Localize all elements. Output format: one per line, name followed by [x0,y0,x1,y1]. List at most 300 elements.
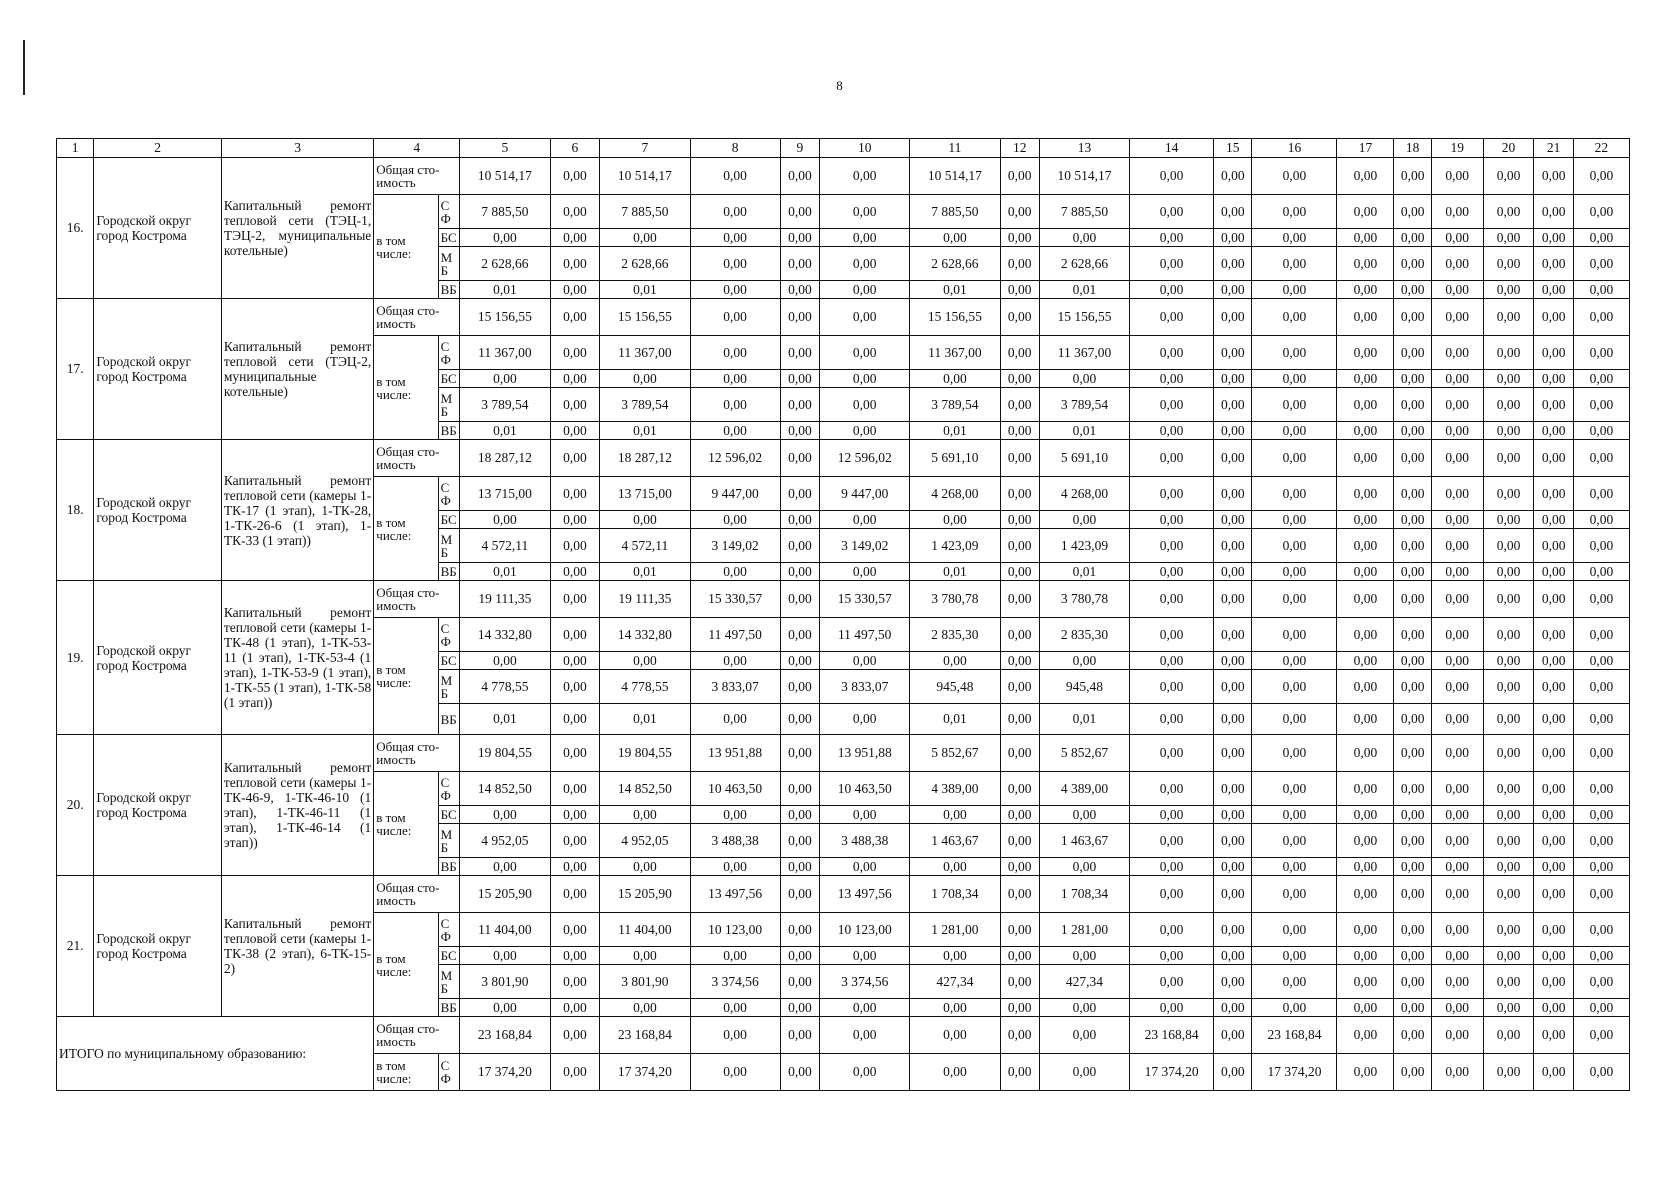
value-cell: 0,00 [1214,440,1252,477]
value-cell: 0,00 [1573,1017,1629,1054]
value-cell: 0,00 [1214,1054,1252,1091]
including-label: в том числе: [374,618,438,735]
value-cell: 0,00 [1394,652,1431,670]
value-cell: 0,00 [1534,1054,1573,1091]
value-cell: 0,00 [820,511,910,529]
value-cell: 0,00 [1573,652,1629,670]
value-cell: 0,00 [1130,529,1214,563]
value-cell: 0,00 [1431,824,1483,858]
value-cell: 0,00 [780,1017,819,1054]
value-cell: 3 374,56 [820,965,910,999]
value-cell: 0,00 [1130,336,1214,370]
value-cell: 0,00 [1394,511,1431,529]
column-header: 14 [1130,139,1214,158]
value-cell: 0,00 [1394,336,1431,370]
value-cell: 0,00 [1573,511,1629,529]
value-cell: 11 367,00 [600,336,690,370]
value-cell: 0,00 [1431,735,1483,772]
value-cell: 0,00 [1214,618,1252,652]
funding-code: М Б [438,247,460,281]
value-cell: 0,00 [780,876,819,913]
value-cell: 0,00 [1214,247,1252,281]
value-cell: 0,00 [1431,195,1483,229]
value-cell: 0,00 [1394,388,1431,422]
value-cell: 23 168,84 [1130,1017,1214,1054]
value-cell: 0,00 [1483,158,1534,195]
value-cell: 0,00 [780,388,819,422]
value-cell: 0,00 [1337,806,1394,824]
value-cell: 12 596,02 [820,440,910,477]
value-cell: 0,00 [550,806,600,824]
value-cell: 11 497,50 [820,618,910,652]
value-cell: 0,00 [1534,772,1573,806]
value-cell: 0,00 [1337,824,1394,858]
value-cell: 15 205,90 [460,876,550,913]
value-cell: 0,00 [1252,477,1337,511]
value-cell: 3 149,02 [690,529,780,563]
value-cell: 0,00 [1573,965,1629,999]
value-cell: 0,00 [1573,281,1629,299]
value-cell: 0,00 [1130,876,1214,913]
value-cell: 0,00 [780,247,819,281]
value-cell: 15 156,55 [1039,299,1129,336]
value-cell: 0,00 [1252,422,1337,440]
column-header: 16 [1252,139,1337,158]
value-cell: 0,00 [1000,477,1039,511]
value-cell: 0,00 [820,195,910,229]
value-cell: 0,00 [1337,440,1394,477]
value-cell: 0,00 [1000,229,1039,247]
value-cell: 0,00 [1252,511,1337,529]
value-cell: 0,00 [780,195,819,229]
value-cell: 0,00 [780,563,819,581]
total-cost-label: Общая сто-имость [374,876,460,913]
value-cell: 0,00 [690,858,780,876]
value-cell: 0,00 [1573,913,1629,947]
value-cell: 0,00 [1394,618,1431,652]
value-cell: 0,00 [1130,947,1214,965]
column-header: 10 [820,139,910,158]
value-cell: 0,00 [1337,999,1394,1017]
value-cell: 0,00 [600,511,690,529]
value-cell: 0,00 [1483,563,1534,581]
column-header: 17 [1337,139,1394,158]
value-cell: 0,00 [550,999,600,1017]
value-cell: 7 885,50 [1039,195,1129,229]
value-cell: 17 374,20 [600,1054,690,1091]
value-cell: 0,00 [1431,704,1483,735]
value-cell: 0,00 [1573,858,1629,876]
value-cell: 0,00 [1000,1054,1039,1091]
funding-code: С Ф [438,913,460,947]
value-cell: 0,00 [1394,670,1431,704]
total-cost-label: Общая сто-имость [374,299,460,336]
value-cell: 0,00 [1483,858,1534,876]
value-cell: 0,00 [1000,511,1039,529]
column-header: 1 [57,139,94,158]
value-cell: 5 691,10 [910,440,1000,477]
value-cell: 0,00 [1214,735,1252,772]
value-cell: 5 852,67 [910,735,1000,772]
value-cell: 0,00 [1252,806,1337,824]
value-cell: 0,00 [550,563,600,581]
value-cell: 0,00 [550,477,600,511]
value-cell: 0,00 [1039,511,1129,529]
value-cell: 0,00 [1573,529,1629,563]
value-cell: 945,48 [910,670,1000,704]
funding-code: С Ф [438,1054,460,1091]
value-cell: 0,00 [1130,299,1214,336]
total-cost-label: Общая сто-имость [374,1017,460,1054]
value-cell: 0,00 [1214,529,1252,563]
value-cell: 15 156,55 [600,299,690,336]
value-cell: 0,00 [1039,1054,1129,1091]
value-cell: 0,00 [1000,247,1039,281]
value-cell: 0,00 [550,704,600,735]
value-cell: 0,00 [820,281,910,299]
value-cell: 0,00 [1483,947,1534,965]
value-cell: 0,00 [1573,247,1629,281]
value-cell: 0,00 [1039,370,1129,388]
value-cell: 0,00 [690,195,780,229]
value-cell: 0,00 [690,247,780,281]
value-cell: 0,00 [600,229,690,247]
value-cell: 0,00 [1431,947,1483,965]
value-cell: 0,00 [820,388,910,422]
value-cell: 11 367,00 [1039,336,1129,370]
value-cell: 0,00 [1130,581,1214,618]
value-cell: 0,00 [1214,704,1252,735]
value-cell: 0,00 [1431,440,1483,477]
value-cell: 427,34 [910,965,1000,999]
value-cell: 0,00 [1337,670,1394,704]
value-cell: 0,00 [1431,158,1483,195]
value-cell: 0,01 [460,281,550,299]
value-cell: 15 330,57 [690,581,780,618]
value-cell: 0,00 [1394,370,1431,388]
value-cell: 0,00 [1483,735,1534,772]
value-cell: 0,00 [1130,652,1214,670]
value-cell: 0,00 [1000,999,1039,1017]
value-cell: 0,00 [1252,824,1337,858]
column-header: 13 [1039,139,1129,158]
funding-code: БС [438,652,460,670]
value-cell: 0,00 [1573,581,1629,618]
value-cell: 0,00 [1394,563,1431,581]
value-cell: 0,00 [1534,581,1573,618]
object-cell: Капитальный ремонт тепловой сети (камеры 1-ТК-48 (1 этап), 1-ТК-53-11 (1 этап), 1-ТК-53-4 (1 этап), 1-ТК-53-9 (1 этап), 1-ТК-55 (1 этап), 1-ТК-58 (1 этап)) [221,581,373,735]
funding-code: БС [438,511,460,529]
value-cell: 0,00 [1000,947,1039,965]
value-cell: 0,00 [550,247,600,281]
value-cell: 7 885,50 [460,195,550,229]
value-cell: 0,00 [550,440,600,477]
value-cell: 0,00 [550,618,600,652]
row-number: 19. [57,581,94,735]
value-cell: 0,00 [460,229,550,247]
value-cell: 13 715,00 [600,477,690,511]
value-cell: 0,00 [1337,1017,1394,1054]
value-cell: 0,00 [690,1054,780,1091]
value-cell: 0,00 [1252,858,1337,876]
including-label: в том числе: [374,772,438,876]
value-cell: 0,00 [820,247,910,281]
value-cell: 2 628,66 [460,247,550,281]
value-cell: 0,00 [550,1017,600,1054]
value-cell: 0,00 [1214,158,1252,195]
value-cell: 0,00 [780,947,819,965]
value-cell: 0,00 [1130,913,1214,947]
column-header: 7 [600,139,690,158]
value-cell: 0,00 [1483,281,1534,299]
value-cell: 0,00 [1483,299,1534,336]
value-cell: 0,00 [690,947,780,965]
value-cell: 0,00 [600,652,690,670]
value-cell: 0,00 [1394,913,1431,947]
value-cell: 0,00 [1000,772,1039,806]
value-cell: 0,00 [1130,618,1214,652]
value-cell: 0,00 [1214,1017,1252,1054]
value-cell: 0,00 [1573,229,1629,247]
value-cell: 15 205,90 [600,876,690,913]
value-cell: 3 833,07 [690,670,780,704]
value-cell: 0,00 [1534,563,1573,581]
value-cell: 0,00 [780,618,819,652]
value-cell: 5 691,10 [1039,440,1129,477]
value-cell: 0,00 [910,1017,1000,1054]
value-cell: 0,00 [1000,652,1039,670]
value-cell: 0,00 [1130,247,1214,281]
value-cell: 11 404,00 [460,913,550,947]
total-cost-label: Общая сто-имость [374,581,460,618]
value-cell: 0,00 [1252,247,1337,281]
value-cell: 0,00 [1337,735,1394,772]
value-cell: 0,00 [910,229,1000,247]
value-cell: 3 149,02 [820,529,910,563]
value-cell: 0,00 [1337,652,1394,670]
value-cell: 0,00 [1214,388,1252,422]
value-cell: 0,00 [1337,388,1394,422]
value-cell: 0,00 [820,999,910,1017]
value-cell: 4 572,11 [460,529,550,563]
value-cell: 0,00 [780,281,819,299]
value-cell: 0,00 [1431,422,1483,440]
column-header: 15 [1214,139,1252,158]
value-cell: 0,00 [1534,229,1573,247]
value-cell: 0,00 [1534,704,1573,735]
value-cell: 0,01 [1039,704,1129,735]
value-cell: 0,00 [780,965,819,999]
value-cell: 0,00 [1483,618,1534,652]
value-cell: 0,00 [1337,876,1394,913]
value-cell: 0,00 [1252,195,1337,229]
value-cell: 0,00 [1252,158,1337,195]
value-cell: 0,00 [1534,299,1573,336]
value-cell: 0,00 [1431,1017,1483,1054]
value-cell: 17 374,20 [460,1054,550,1091]
value-cell: 13 497,56 [820,876,910,913]
value-cell: 3 780,78 [1039,581,1129,618]
value-cell: 0,00 [1431,511,1483,529]
value-cell: 0,00 [780,336,819,370]
value-cell: 0,00 [1483,370,1534,388]
value-cell: 0,00 [1483,1054,1534,1091]
value-cell: 9 447,00 [690,477,780,511]
value-cell: 0,00 [820,704,910,735]
value-cell: 0,00 [1483,422,1534,440]
value-cell: 0,00 [1337,704,1394,735]
value-cell: 0,00 [780,824,819,858]
value-cell: 0,00 [1394,947,1431,965]
value-cell: 10 514,17 [600,158,690,195]
value-cell: 0,00 [780,704,819,735]
value-cell: 0,00 [1573,388,1629,422]
value-cell: 0,00 [550,336,600,370]
value-cell: 0,00 [1252,735,1337,772]
value-cell: 0,00 [1573,947,1629,965]
municipality-cell: Городской округ город Кострома [94,440,222,581]
value-cell: 0,00 [1214,477,1252,511]
table-row [57,581,1630,618]
value-cell: 0,00 [1000,858,1039,876]
value-cell: 0,00 [1394,477,1431,511]
value-cell: 0,00 [820,806,910,824]
value-cell: 0,00 [1000,440,1039,477]
value-cell: 0,00 [1337,477,1394,511]
value-cell: 0,00 [550,281,600,299]
funding-code: БС [438,370,460,388]
value-cell: 0,00 [1483,999,1534,1017]
value-cell: 0,00 [1252,563,1337,581]
value-cell: 0,00 [550,195,600,229]
value-cell: 0,00 [780,999,819,1017]
value-cell: 14 852,50 [460,772,550,806]
value-cell: 0,00 [1252,388,1337,422]
value-cell: 4 389,00 [910,772,1000,806]
value-cell: 0,00 [1431,965,1483,999]
value-cell: 3 789,54 [600,388,690,422]
value-cell: 0,00 [1534,388,1573,422]
value-cell: 0,00 [1573,440,1629,477]
value-cell: 0,00 [1394,1054,1431,1091]
value-cell: 0,00 [910,806,1000,824]
value-cell: 0,00 [1214,824,1252,858]
value-cell: 0,00 [1252,965,1337,999]
value-cell: 0,00 [1573,195,1629,229]
value-cell: 0,00 [1337,229,1394,247]
value-cell: 0,00 [600,370,690,388]
funding-code: БС [438,806,460,824]
municipality-cell: Городской округ город Кострома [94,581,222,735]
funding-code: ВБ [438,563,460,581]
value-cell: 0,00 [1000,563,1039,581]
value-cell: 0,00 [1394,299,1431,336]
value-cell: 0,00 [1337,563,1394,581]
column-header: 8 [690,139,780,158]
value-cell: 19 804,55 [600,735,690,772]
value-cell: 2 835,30 [910,618,1000,652]
value-cell: 0,00 [1394,158,1431,195]
table-row [57,299,1630,336]
value-cell: 0,00 [550,876,600,913]
value-cell: 0,00 [1431,563,1483,581]
value-cell: 4 778,55 [600,670,690,704]
value-cell: 0,00 [1214,652,1252,670]
value-cell: 0,00 [1534,370,1573,388]
value-cell: 0,00 [1337,858,1394,876]
value-cell: 0,00 [1039,1017,1129,1054]
value-cell: 0,00 [1573,999,1629,1017]
value-cell: 0,00 [1337,581,1394,618]
table-row [57,158,1630,195]
value-cell: 0,00 [820,1017,910,1054]
value-cell: 0,00 [550,529,600,563]
value-cell: 19 804,55 [460,735,550,772]
value-cell: 0,00 [1130,824,1214,858]
funding-code: С Ф [438,195,460,229]
value-cell: 0,00 [550,772,600,806]
value-cell: 0,00 [1337,247,1394,281]
value-cell: 11 367,00 [460,336,550,370]
value-cell: 0,01 [600,422,690,440]
funding-code: ВБ [438,999,460,1017]
value-cell: 0,00 [1130,563,1214,581]
value-cell: 0,00 [1337,965,1394,999]
value-cell: 0,00 [1214,422,1252,440]
value-cell: 7 885,50 [600,195,690,229]
value-cell: 0,00 [1431,529,1483,563]
value-cell: 3 789,54 [1039,388,1129,422]
value-cell: 0,00 [780,652,819,670]
value-cell: 0,00 [1214,913,1252,947]
column-header: 4 [374,139,460,158]
value-cell: 0,00 [1214,229,1252,247]
value-cell: 0,00 [1394,824,1431,858]
value-cell: 0,00 [1130,477,1214,511]
value-cell: 0,00 [1431,913,1483,947]
value-cell: 0,00 [1000,581,1039,618]
column-header: 2 [94,139,222,158]
row-number: 16. [57,158,94,299]
value-cell: 0,00 [1214,281,1252,299]
value-cell: 0,00 [460,947,550,965]
value-cell: 0,00 [1337,947,1394,965]
value-cell: 0,00 [1214,965,1252,999]
value-cell: 13 951,88 [690,735,780,772]
value-cell: 0,00 [1252,670,1337,704]
value-cell: 0,00 [1130,858,1214,876]
value-cell: 0,00 [1394,999,1431,1017]
value-cell: 1 423,09 [910,529,1000,563]
value-cell: 11 404,00 [600,913,690,947]
value-cell: 0,00 [1214,670,1252,704]
value-cell: 0,00 [600,947,690,965]
value-cell: 0,00 [1534,195,1573,229]
value-cell: 19 111,35 [460,581,550,618]
value-cell: 10 514,17 [1039,158,1129,195]
value-cell: 0,00 [1534,511,1573,529]
value-cell: 2 628,66 [1039,247,1129,281]
value-cell: 0,00 [1130,772,1214,806]
value-cell: 0,00 [690,563,780,581]
value-cell: 0,00 [1573,618,1629,652]
value-cell: 0,00 [1483,913,1534,947]
object-cell: Капитальный ремонт тепловой сети (ТЭЦ-1, ТЭЦ-2, муниципальные котельные) [221,158,373,299]
value-cell: 0,00 [1252,652,1337,670]
value-cell: 0,00 [1130,735,1214,772]
column-header: 21 [1534,139,1573,158]
value-cell: 12 596,02 [690,440,780,477]
